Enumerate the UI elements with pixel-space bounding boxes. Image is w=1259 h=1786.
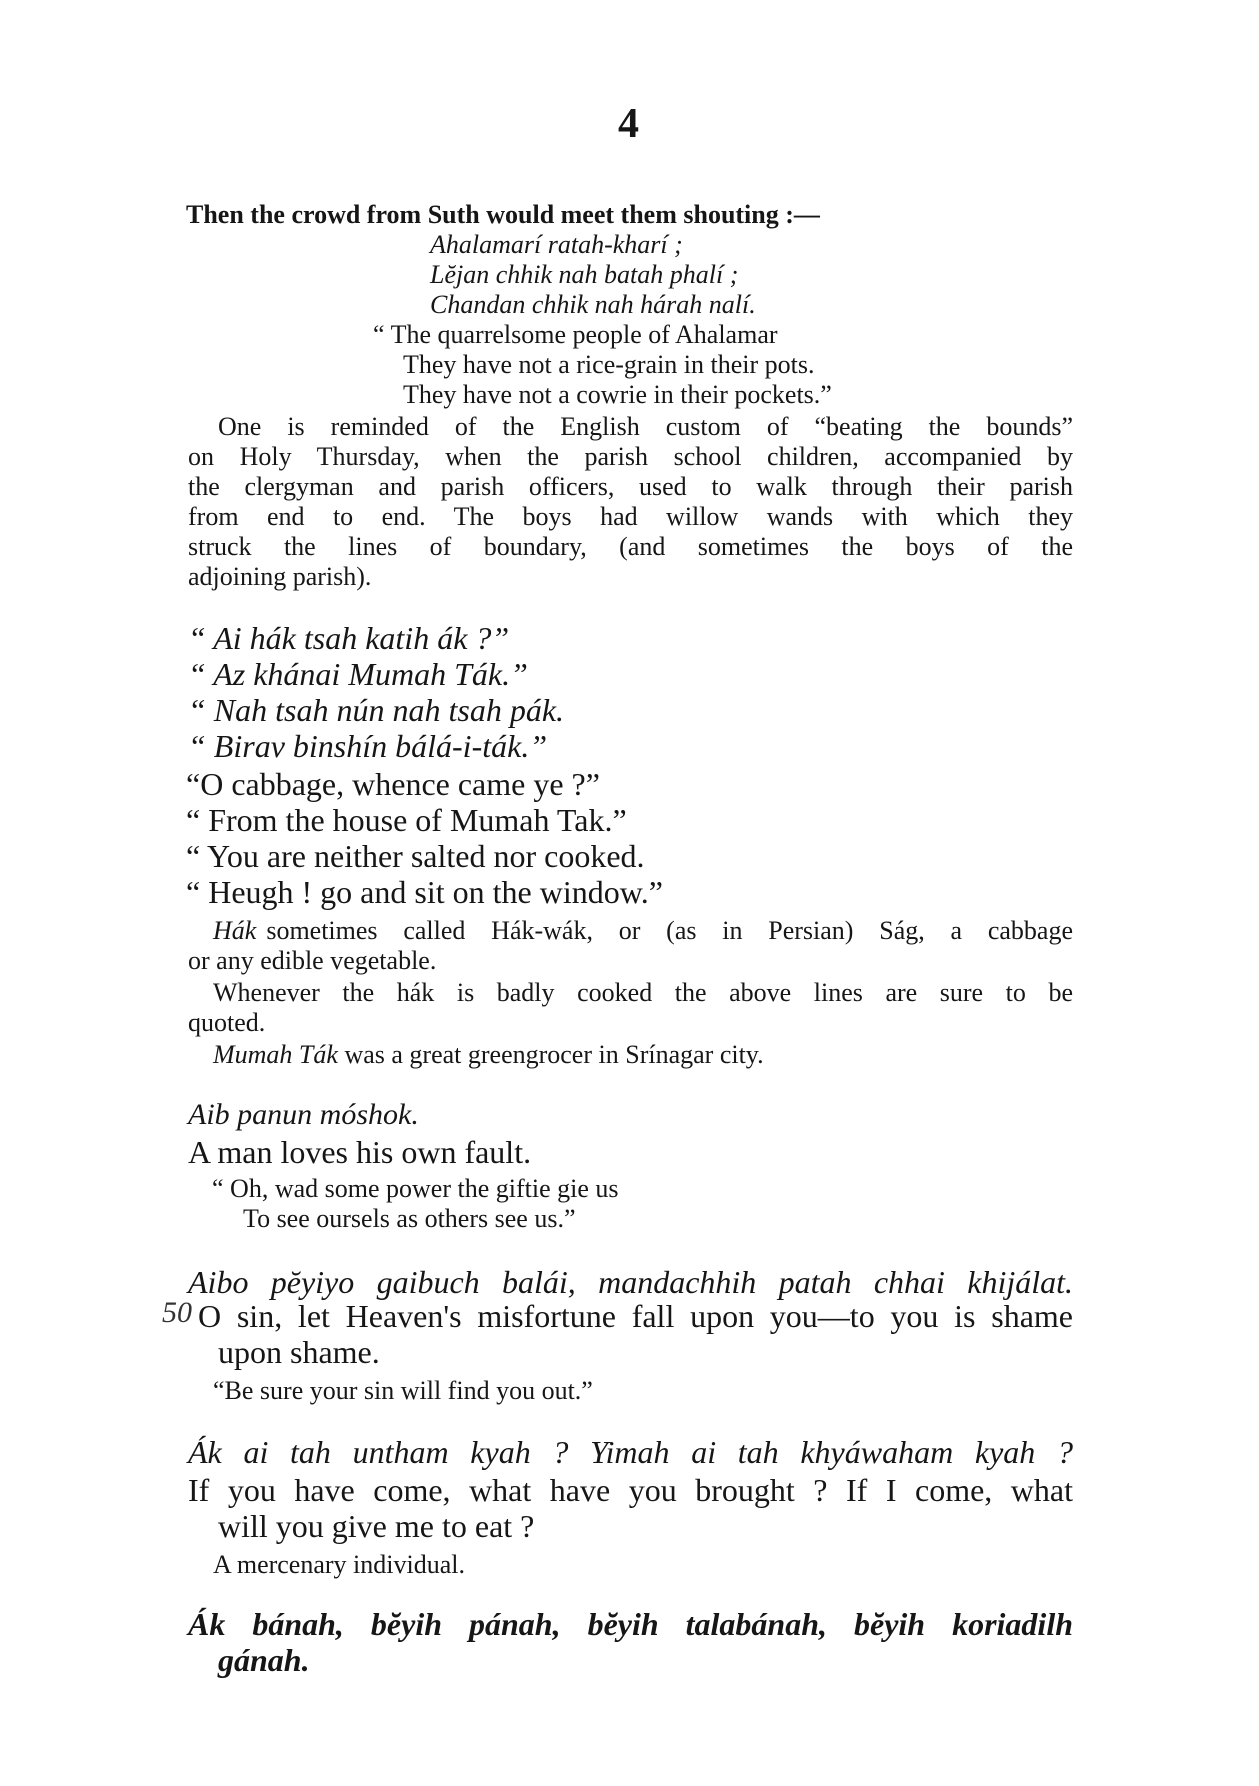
cabbage-note-line: [213, 1042, 764, 1068]
proverb-english: upon shame.: [218, 1334, 380, 1370]
page-number: 4: [618, 101, 639, 147]
kashmiri-verse-line: Lĕjan chhik nah batah phalí ;: [430, 260, 739, 289]
note-paragraph-line: One is reminded of the English custom of “beating the bounds”: [218, 412, 1073, 441]
proverb-english: If you have come, what have you brought ? If I come, what: [188, 1472, 1073, 1508]
proverb-quote: “Be sure your sin will find you out.”: [213, 1376, 593, 1405]
note-paragraph-line: on Holy Thursday, when the parish school children, accompanied by: [188, 442, 1073, 471]
english-verse-line: “ From the house of Mumah Tak.”: [186, 802, 627, 838]
english-verse-line: “ You are neither salted nor cooked.: [186, 838, 645, 874]
proverb-kashmiri: Ák bánah, bĕyih pánah, bĕyih talabánah, bĕyih koriadilh: [188, 1606, 1073, 1642]
kashmiri-verse-line: Ahalamarí ratah-kharí ;: [430, 230, 683, 259]
cabbage-note-line: [213, 918, 1073, 944]
proverb-kashmiri: Aibo pĕyiyo gaibuch balái, mandachhih patah chhai khijálat.: [188, 1264, 1073, 1300]
note-text: was a great greengrocer in Srínagar city.: [344, 1040, 764, 1069]
kashmiri-verse-line: “ Nah tsah nún nah tsah pák.: [188, 692, 565, 728]
proverb-quote-line: “ Oh, wad some power the giftie gie us: [212, 1174, 619, 1203]
proverb-note: A mercenary individual.: [213, 1550, 465, 1579]
english-verse-line: They have not a cowrie in their pockets.”: [403, 380, 832, 409]
proverb-quote-line: To see oursels as others see us.”: [243, 1204, 576, 1233]
cabbage-note-line: Whenever the hák is badly cooked the above lines are sure to be: [213, 978, 1073, 1007]
term-hak: Hák: [213, 916, 257, 945]
term-mumah-tak: Mumah Ták: [213, 1040, 338, 1069]
proverb-kashmiri: Ák ai tah untham kyah ? Yimah ai tah khyáwaham kyah ?: [188, 1434, 1073, 1470]
cabbage-note-line: quoted.: [188, 1008, 266, 1037]
english-verse-line: “O cabbage, whence came ye ?”: [186, 766, 600, 802]
proverb-kashmiri: gánah.: [218, 1642, 310, 1678]
proverb-kashmiri: Aib panun móshok.: [188, 1098, 419, 1131]
kashmiri-verse-line: “ Ai hák tsah katih ák ?”: [188, 620, 510, 656]
proverb-english: O sin, let Heaven's misfortune fall upon you—to you is shame: [198, 1298, 1073, 1334]
kashmiri-verse-line: “ Az khánai Mumah Ták.”: [188, 656, 528, 692]
note-paragraph-line: struck the lines of boundary, (and sometimes the boys of the: [188, 532, 1073, 561]
cabbage-note-line: or any edible vegetable.: [188, 946, 437, 975]
kashmiri-verse-line: “ Birav binshín bálá-i-ták.”: [188, 728, 548, 764]
note-paragraph-line: the clergyman and parish officers, used to walk through their parish: [188, 472, 1073, 501]
proverb-english: A man loves his own fault.: [188, 1134, 532, 1170]
english-verse-line: “ Heugh ! go and sit on the window.”: [186, 874, 663, 910]
note-text: sometimes called Hák-wák, or (as in Persian) Ság, a cabbage: [266, 916, 1073, 945]
note-paragraph-line: adjoining parish).: [188, 562, 372, 591]
intro-opening-line: Then the crowd from Suth would meet them shouting :—: [186, 200, 820, 229]
english-verse-line: “ The quarrelsome people of Ahalamar: [373, 320, 778, 349]
proverb-english: will you give me to eat ?: [218, 1508, 535, 1544]
kashmiri-verse-line: Chandan chhik nah hárah nalí.: [430, 290, 756, 319]
note-paragraph-line: from end to end. The boys had willow wands with which they: [188, 502, 1073, 531]
marginal-number: 50: [162, 1296, 192, 1329]
english-verse-line: They have not a rice-grain in their pots.: [403, 350, 815, 379]
